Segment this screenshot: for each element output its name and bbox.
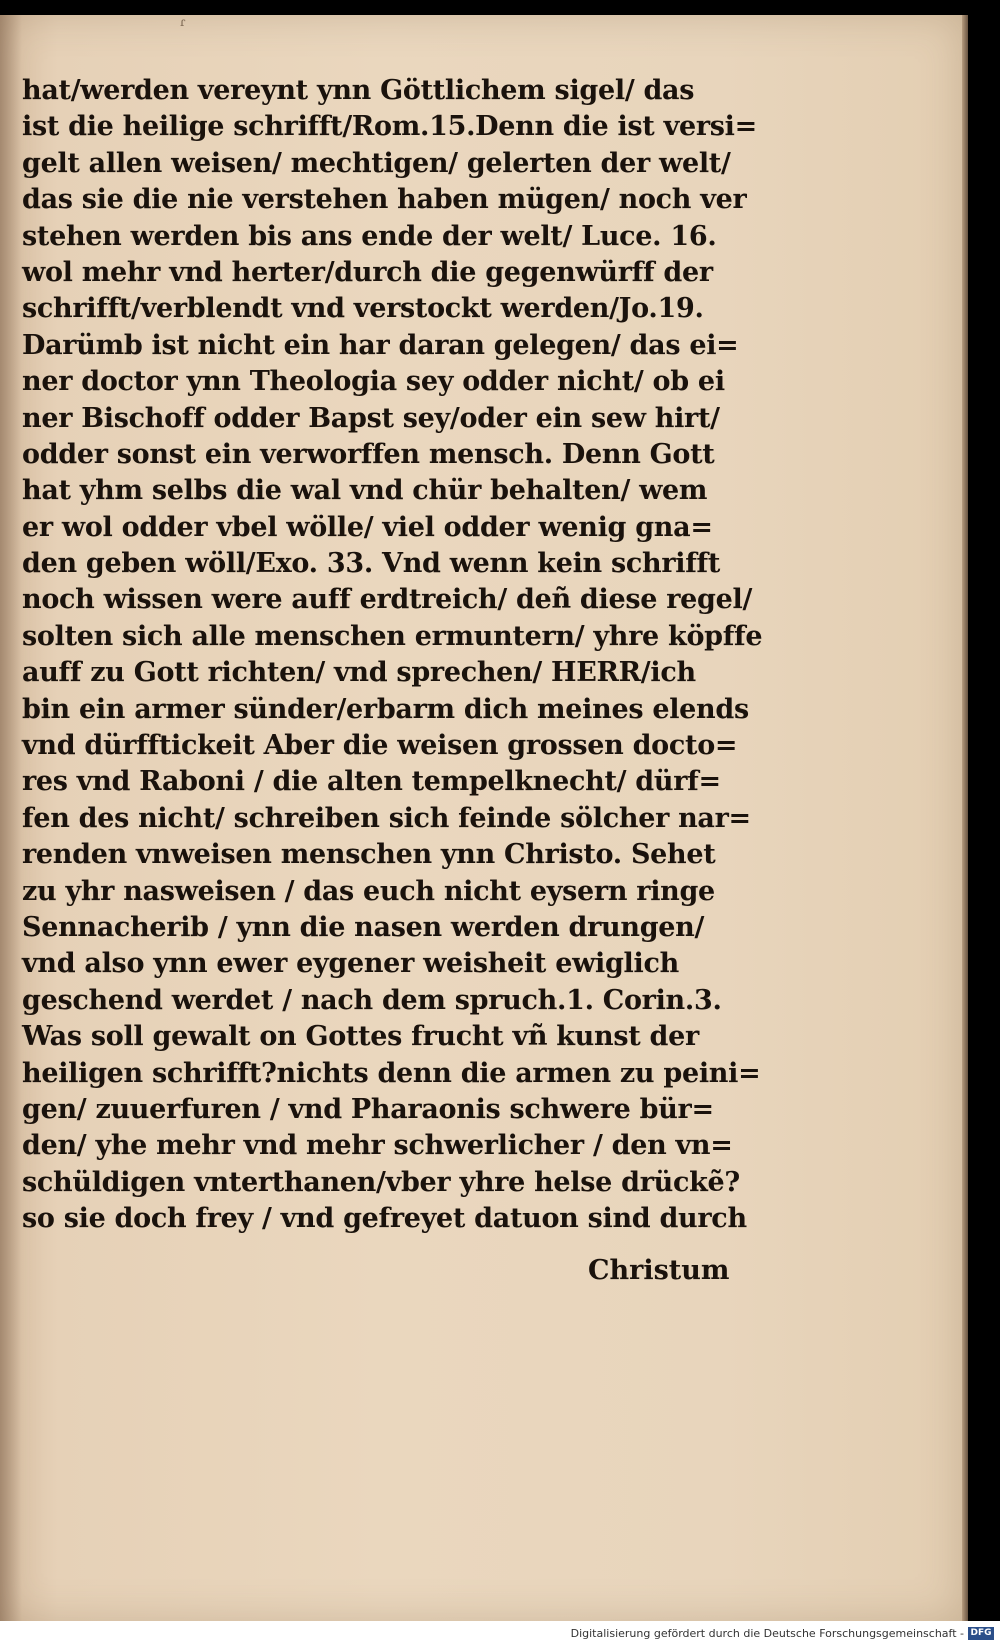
dfg-logo: DFG	[968, 1627, 994, 1640]
text-line: solten sich alle menschen ermuntern/ yhre köpffe	[22, 620, 763, 652]
page-top-mark: ɾ	[180, 15, 186, 29]
text-line: das sie die nie verstehen haben mügen/ noch ver	[22, 184, 747, 216]
text-line: res vnd Raboni / die alten tempelknecht/ dürf=	[22, 766, 721, 798]
text-line: hat/werden vereynt ynn Göttlichem sigel/ das	[22, 75, 695, 106]
text-line: den/ yhe mehr vnd mehr schwerlicher / den vn=	[22, 1130, 733, 1162]
text-line: auff zu Gott richten/ vnd sprechen/ HERR/ich	[22, 657, 696, 689]
text-line: Darümb ist nicht ein har daran gelegen/ das ei=	[22, 329, 739, 361]
text-line: geschend werdet / nach dem spruch.1. Corin.3.	[22, 984, 722, 1016]
text-line: den geben wöll/Exo. 33. Vnd wenn kein schrifft	[22, 548, 721, 580]
text-line: Was soll gewalt on Gottes frucht vñ kunst der	[22, 1021, 699, 1053]
text-line: ner Bischoff odder Bapst sey/oder ein sew hirt/	[22, 402, 720, 434]
catchword: Christum	[588, 1255, 730, 1286]
text-line: zu yhr nasweisen / das euch nicht eysern ringe	[22, 875, 715, 907]
text-line: Sennacherib / ynn die nasen werden drungen/	[22, 911, 705, 943]
text-line: fen des nicht/ schreiben sich feinde sölcher nar=	[22, 802, 751, 834]
text-line: vnd dürfftickeit Aber die weisen grossen docto=	[22, 730, 738, 762]
text-line: heiligen schrifft?nichts denn die armen zu peini=	[22, 1057, 761, 1089]
text-line: ner doctor ynn Theologia sey odder nicht/ ob ei	[22, 366, 725, 398]
text-line: gen/ zuuerfuren / vnd Pharaonis schwere bür=	[22, 1093, 714, 1125]
text-line: wol mehr vnd herter/durch die gegenwürff der	[22, 256, 713, 288]
text-line: bin ein armer sünder/erbarm dich meines elends	[22, 693, 749, 725]
page-edge	[962, 15, 968, 1621]
text-line: odder sonst ein verworffen mensch. Denn Gott	[22, 438, 715, 470]
page-gutter-shadow	[0, 15, 22, 1621]
text-line: so sie doch frey / vnd gefreyet datuon sind durch	[22, 1203, 747, 1235]
funding-note: Digitalisierung gefördert durch die Deutsche Forschungsgemeinschaft -	[570, 1627, 964, 1640]
text-line: schrifft/verblendt vnd verstockt werden/Jo.19.	[22, 293, 704, 325]
text-line: ist die heilige schrifft/Rom.15.Denn die ist versi=	[22, 111, 757, 143]
text-line: vnd also ynn ewer eygener weisheit ewiglich	[22, 948, 679, 980]
text-line: hat yhm selbs die wal vnd chür behalten/ wem	[22, 475, 708, 507]
page-text-block	[22, 73, 762, 1238]
text-line: gelt allen weisen/ mechtigen/ gelerten der welt/	[22, 147, 731, 179]
text-line: stehen werden bis ans ende der welt/ Luce. 16.	[22, 220, 717, 252]
text-line: schüldigen vnterthanen/vber yhre helse drückẽ?	[22, 1166, 740, 1198]
text-line: renden vnweisen menschen ynn Christo. Sehet	[22, 839, 716, 871]
text-line: noch wissen were auff erdtreich/ deñ diese regel/	[22, 584, 753, 616]
text-line: er wol odder vbel wölle/ viel odder wenig gna=	[22, 511, 713, 543]
